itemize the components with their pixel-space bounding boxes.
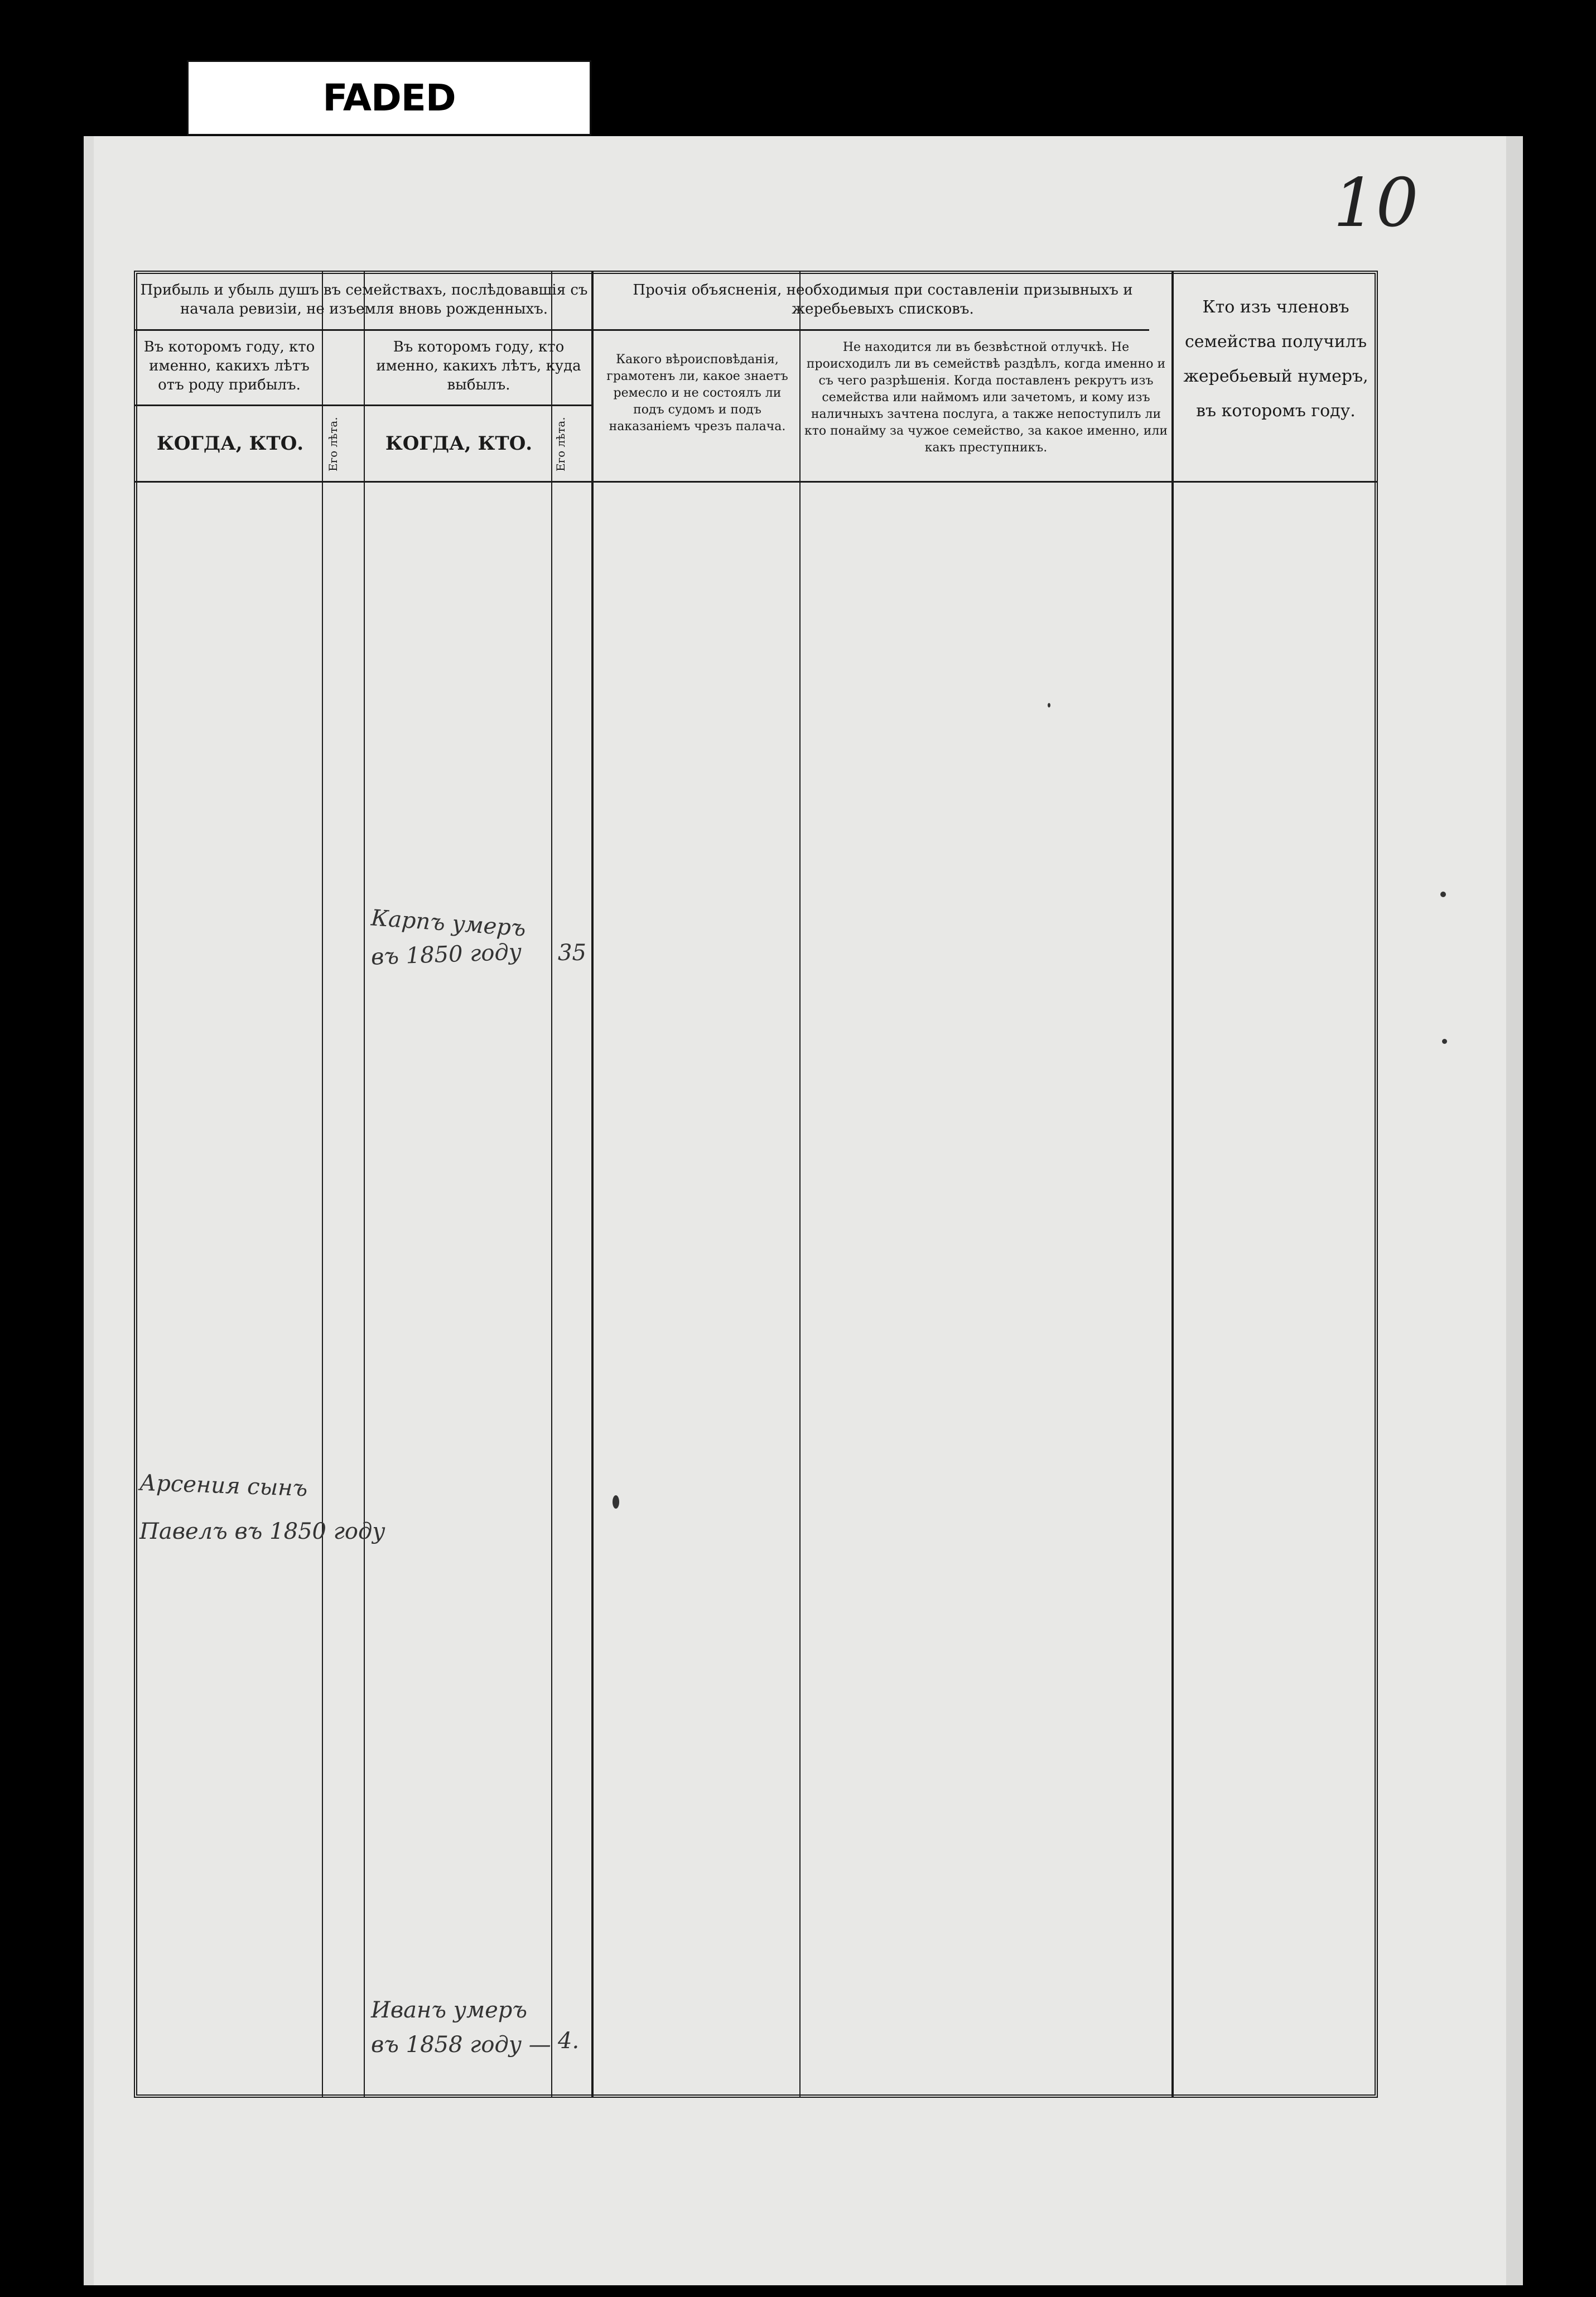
- entry-pavel-line1: Арсения сынъ: [139, 1470, 308, 1502]
- faded-document-stamp: FADED: [187, 60, 591, 136]
- page-edge: [1506, 136, 1523, 2285]
- header-other-explanations: Прочія объясненія, необходимыя при составленіи призывныхъ и жеребьевыхъ списковъ.: [633, 282, 1133, 317]
- header-bottom-rule: [134, 481, 1378, 483]
- header-when-who-arrived: КОГДА, КТО.: [156, 432, 304, 455]
- column-divider: [591, 271, 594, 2098]
- header-age-arrived: Его лѣта.: [326, 417, 340, 471]
- column-divider: [799, 271, 801, 2098]
- ink-speck: [1442, 1039, 1447, 1044]
- entry-karp-age: 35: [558, 940, 586, 966]
- header-rule: [134, 404, 591, 406]
- header-absence-recruits: Не находится ли въ безвѣстной отлучкѣ. Не происходилъ ли въ семействѣ раздѣлъ, когда именно и съ чего разрѣшенія. Когда поставленъ рекрутъ изъ семейства или наймомъ или зачетомъ, и кому изъ наличныхъ зачтена послуга, а также непоступилъ ли кто понаймy за чужое семейство, за какое именно, или какъ преступникъ.: [804, 340, 1168, 455]
- page-spine: [84, 136, 94, 2285]
- header-religion-literacy: Какого вѣроисповѣданія, грамотенъ ли, какое знаетъ ремесло и не состоялъ ли подъ судомъ и подъ наказаніемъ чрезъ палача.: [606, 353, 788, 434]
- ink-speck: [1440, 892, 1446, 897]
- entry-ivan-line2: въ 1858 году —: [371, 2032, 551, 2058]
- header-rule: [134, 329, 1149, 331]
- entry-ivan-age: 4.: [558, 2028, 580, 2054]
- ink-speck: [613, 1495, 619, 1509]
- column-divider: [551, 271, 552, 2098]
- entry-ivan-line1: Иванъ умеръ: [371, 1997, 528, 2023]
- ink-speck: [1048, 703, 1050, 707]
- entry-karp-line2: въ 1850 году: [370, 939, 522, 970]
- header-age-departed: Его лѣта.: [554, 417, 567, 471]
- column-divider: [322, 271, 323, 2098]
- register-table: [134, 271, 1378, 2098]
- header-when-who-departed: КОГДА, КТО.: [385, 432, 533, 455]
- entry-karp-line1: Карпъ умеръ: [370, 905, 527, 942]
- page-number: 10: [1333, 165, 1419, 242]
- header-departed: Въ которомъ году, кто именно, какихъ лѣтъ, куда выбылъ.: [376, 339, 581, 393]
- header-arrived: Въ которомъ году, кто именно, какихъ лѣтъ отъ роду прибылъ.: [143, 339, 315, 393]
- column-divider: [1171, 271, 1174, 2098]
- entry-pavel-line2: Павелъ въ 1850 году: [139, 1519, 385, 1544]
- header-lot-number: Кто изъ членовъ семейства получилъ жеребьевый нумеръ, въ которомъ году.: [1183, 297, 1368, 421]
- header-gain-loss: Прибыль и убыль душъ въ семействахъ, послѣдовавшія съ начала ревизіи, не изъемля вновь рожденныхъ.: [140, 282, 588, 317]
- column-divider: [364, 271, 365, 2098]
